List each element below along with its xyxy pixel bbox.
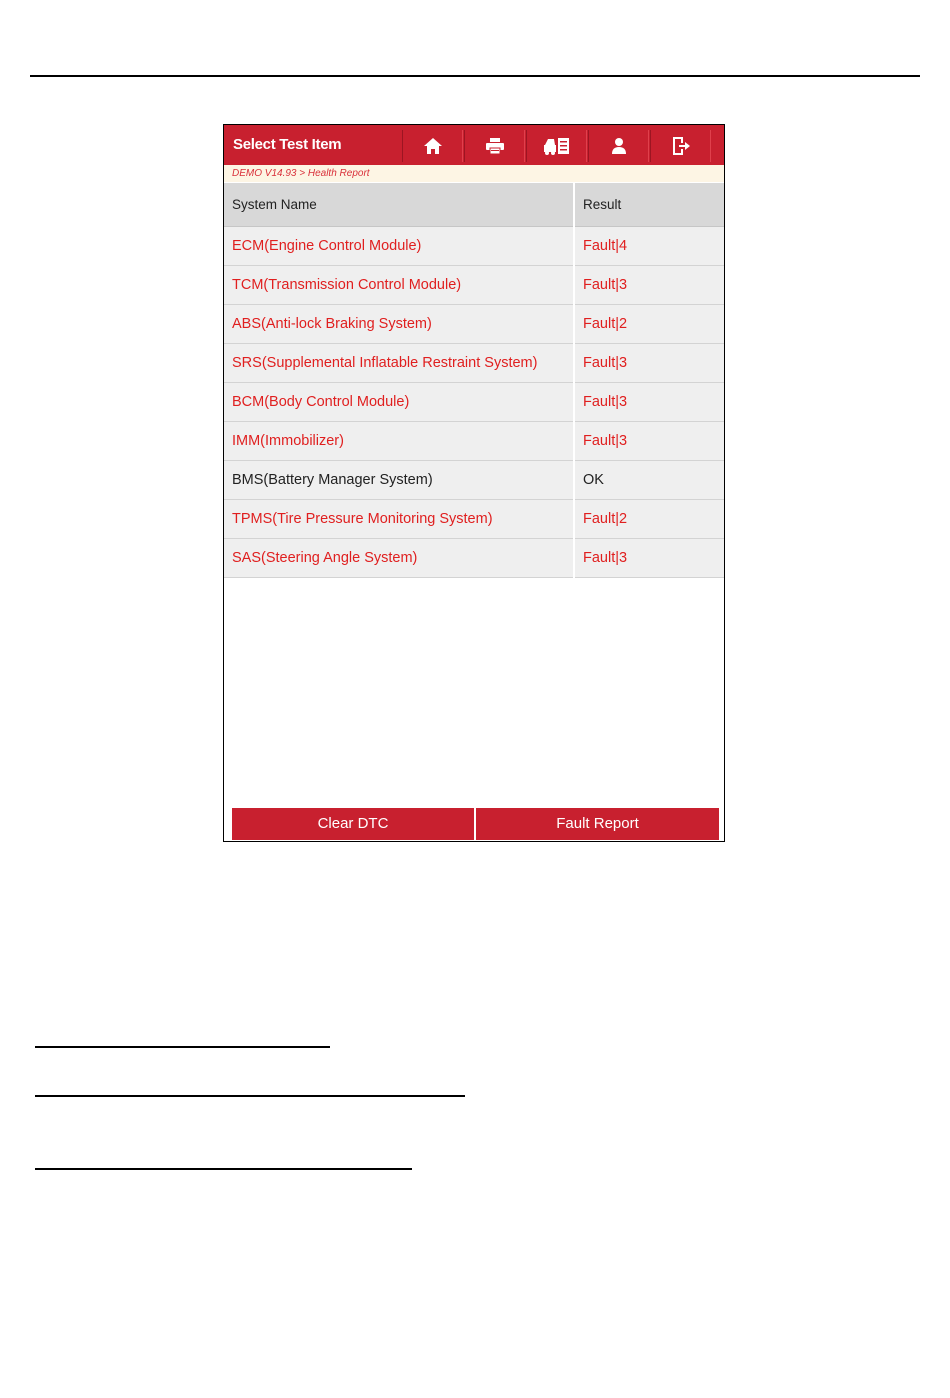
table-header-row <box>224 183 724 226</box>
header-bar <box>224 125 724 165</box>
document-underline-2 <box>35 1095 465 1097</box>
system-name-cell[interactable]: TPMS(Tire Pressure Monitoring System) <box>224 499 574 538</box>
table-row[interactable] <box>224 304 724 343</box>
result-cell: Fault|3 <box>574 343 724 382</box>
print-button[interactable] <box>464 130 525 162</box>
table-row[interactable] <box>224 538 724 577</box>
system-name-cell[interactable]: BMS(Battery Manager System) <box>224 460 574 499</box>
table-row[interactable] <box>224 460 724 499</box>
result-cell: Fault|2 <box>574 499 724 538</box>
table-row[interactable] <box>224 499 724 538</box>
print-icon <box>485 137 505 155</box>
system-name-cell[interactable]: ABS(Anti-lock Braking System) <box>224 304 574 343</box>
document-underline-1 <box>35 1046 330 1048</box>
system-name-cell[interactable]: SAS(Steering Angle System) <box>224 538 574 577</box>
health-report-table <box>224 183 724 578</box>
system-name-cell[interactable]: IMM(Immobilizer) <box>224 421 574 460</box>
exit-icon <box>671 136 691 156</box>
home-button[interactable] <box>402 130 463 162</box>
result-cell: Fault|4 <box>574 226 724 265</box>
table-row[interactable] <box>224 226 724 265</box>
table-row[interactable] <box>224 343 724 382</box>
document-underline-3 <box>35 1168 412 1170</box>
home-icon <box>423 137 443 155</box>
system-name-cell[interactable]: ECM(Engine Control Module) <box>224 226 574 265</box>
system-name-cell[interactable]: TCM(Transmission Control Module) <box>224 265 574 304</box>
exit-button[interactable] <box>650 130 711 162</box>
document-top-rule <box>30 75 920 77</box>
user-icon <box>611 137 627 155</box>
result-cell: OK <box>574 460 724 499</box>
breadcrumb: DEMO V14.93 > Health Report <box>224 165 724 182</box>
fault-report-button[interactable]: Fault Report <box>476 808 719 840</box>
footer-bar <box>232 808 719 840</box>
table-row[interactable] <box>224 421 724 460</box>
clear-dtc-button[interactable]: Clear DTC <box>232 808 474 840</box>
system-name-cell[interactable]: BCM(Body Control Module) <box>224 382 574 421</box>
column-header-result: Result <box>574 183 724 226</box>
vehicle-info-icon <box>543 136 571 156</box>
result-cell: Fault|3 <box>574 421 724 460</box>
result-cell: Fault|2 <box>574 304 724 343</box>
column-header-system-name: System Name <box>224 183 574 226</box>
vehicle-info-button[interactable] <box>526 130 587 162</box>
table-row[interactable] <box>224 382 724 421</box>
user-button[interactable] <box>588 130 649 162</box>
result-cell: Fault|3 <box>574 538 724 577</box>
page-title: Select Test Item <box>233 136 342 153</box>
result-cell: Fault|3 <box>574 265 724 304</box>
table-row[interactable] <box>224 265 724 304</box>
app-window <box>223 124 725 842</box>
system-name-cell[interactable]: SRS(Supplemental Inflatable Restraint System) <box>224 343 574 382</box>
result-cell: Fault|3 <box>574 382 724 421</box>
